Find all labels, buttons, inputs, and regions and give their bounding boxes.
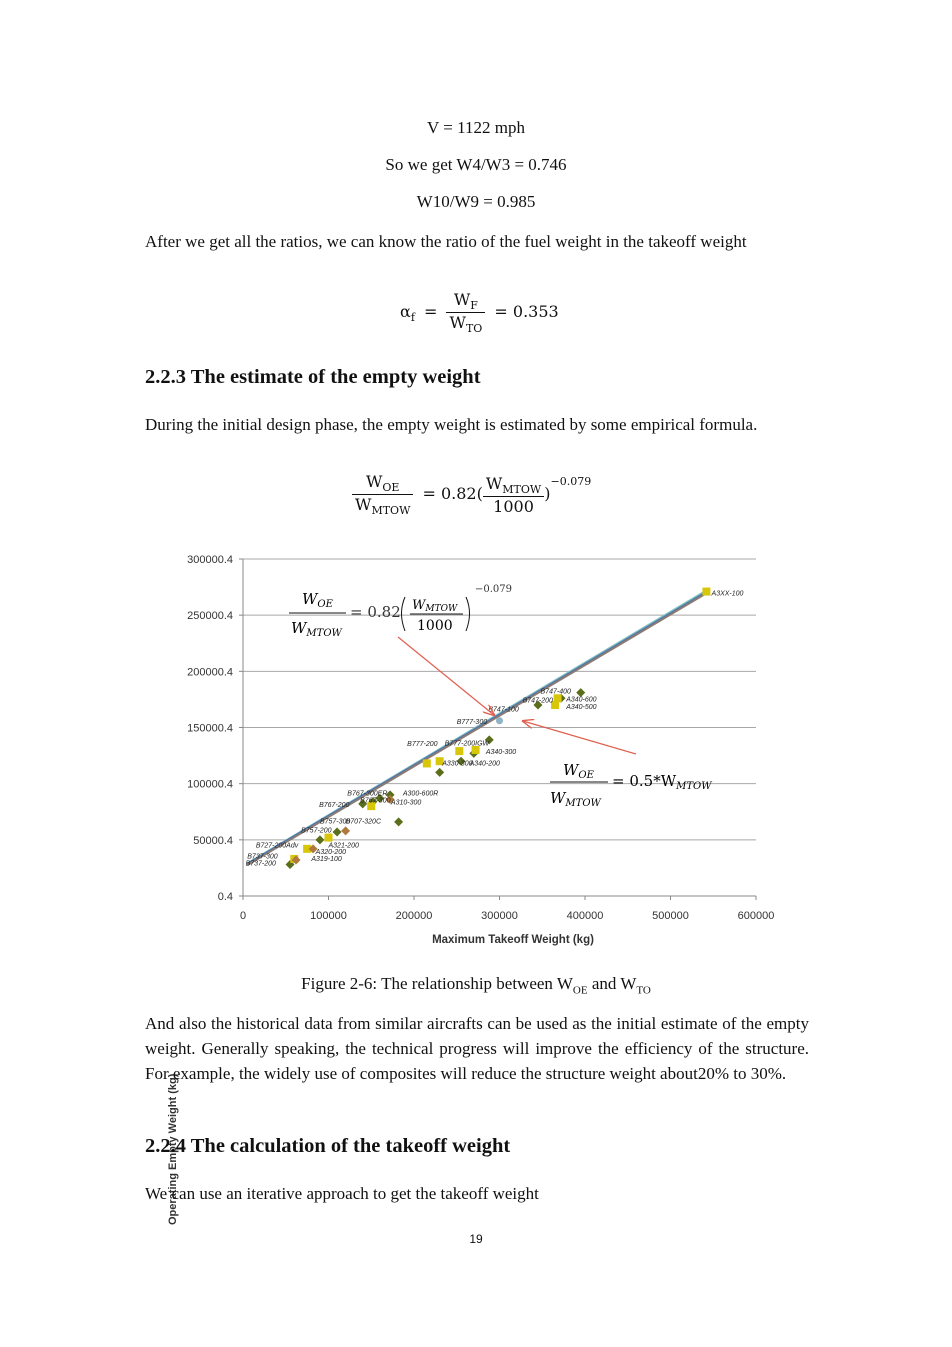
point-label: B737-300 (247, 853, 278, 861)
x-tick-label: 100000 (310, 910, 347, 922)
y-tick-label: 50000.4 (193, 834, 233, 847)
point-label: B777-300 (456, 718, 488, 726)
svg-text:−0.079: −0.079 (475, 584, 513, 595)
x-tick-label: 200000 (395, 910, 433, 922)
data-point-diamond (435, 768, 444, 777)
x-tick-label: 500000 (652, 910, 689, 922)
point-label: A321-200 (328, 842, 359, 850)
paragraph-ratios: After we get all the ratios, we can know the ratio of the fuel weight in the takeoff weight (145, 232, 747, 251)
empty-weight-inner-fraction: $\frac{W_{MTOW}}{1000}$ (483, 474, 544, 516)
y-tick-label: 150000.4 (187, 722, 233, 735)
annotation-equation-1 (289, 584, 512, 639)
data-point-circle (496, 717, 503, 724)
point-label: A340-600 (566, 696, 597, 704)
point-label: A340-500 (566, 704, 597, 712)
fuel-fraction-lhs: $\alpha_f$ (400, 302, 415, 325)
point-label: A310-300 (390, 799, 422, 807)
w4-w3-ratio-line: So we get W4/W3 = 0.746 (385, 155, 567, 174)
data-point-square (554, 694, 562, 702)
point-label: A300-600R (402, 790, 439, 798)
point-label: B747-400 (540, 688, 571, 696)
svg-text:= 0.82: = 0.82 (350, 603, 401, 621)
data-point-square (455, 747, 463, 755)
speed-line: V = 1122 mph (427, 118, 525, 137)
svg-text:1000: 1000 (417, 618, 453, 634)
y-tick-label: 300000.4 (187, 554, 233, 566)
point-label: B777-200 (407, 741, 438, 749)
point-label: A319-100 (311, 855, 342, 863)
svg-text:= 0.5*WMTOW: = $0.5*W_{MTOW}$ (612, 772, 712, 792)
y-tick-label: 250000.4 (187, 610, 233, 623)
figure-caption: Figure 2-6: The relationship between $W_{OE}$ and $W_{TO}$ (301, 974, 651, 997)
x-tick-label: 0 (239, 910, 247, 922)
y-tick-label: 100000.4 (187, 778, 233, 791)
y-tick-label: 0.4 (217, 891, 233, 903)
y-axis-label: Operating Empty Weight (kg) (167, 1073, 179, 1225)
annotation-equation-2 (550, 761, 712, 809)
paragraph-empty-weight: During the initial design phase, the empty weight is estimated by some empirical formula. (145, 415, 758, 434)
point-label: B767-200 (319, 801, 350, 809)
y-axis-ticks (187, 554, 243, 903)
point-label: B737-200 (245, 860, 276, 868)
empty-weight-ratio-fraction: $\frac{W_{OE}}{W_{MTOW}}$ (352, 472, 413, 517)
point-label: B767-300 (360, 797, 391, 805)
point-label: B747-100 (488, 706, 519, 714)
empty-weight-exponent: −0.079 (550, 474, 592, 488)
x-axis-ticks (240, 896, 774, 922)
svg-text:WMTOW: $W_{MTOW}$ (550, 789, 601, 809)
page-number: 19 (469, 1232, 483, 1246)
point-label: B777-200IGW (444, 740, 490, 748)
data-point-diamond (333, 827, 342, 836)
data-points (286, 588, 711, 869)
x-tick-label: 300000 (481, 910, 518, 922)
data-point-square (325, 834, 333, 842)
data-point-diamond (341, 826, 350, 835)
point-label: B757-300 (319, 818, 351, 826)
data-point-square (702, 588, 710, 596)
point-label: A340-200 (469, 760, 500, 768)
point-label: A320-200 (315, 849, 347, 857)
svg-text:WMTOW: $W_{MTOW}$ (291, 619, 342, 639)
point-label: B767-300ER (347, 790, 388, 798)
paragraph-historical-data: And also the historical data from similar aircrafts can be used as the initial estimate of the empty weight. Generally speaking, the technical progress will improve the efficiency of the structure. For example, the widely use of composites will reduce the structure weight about20% to 30%. (145, 1014, 809, 1083)
svg-text:WMTOW: WMTOW (412, 598, 458, 614)
point-label: A340-300 (485, 749, 517, 757)
paragraph-iterative: We can use an iterative approach to get the takeoff weight (145, 1184, 539, 1203)
section-heading-2-2-4: 2.2.4 The calculation of the takeoff weight (145, 1135, 511, 1157)
y-tick-label: 200000.4 (187, 666, 233, 679)
empty-weight-formula: $\frac{W_{OE}}{W_{MTOW}}$ = 0.82( $\frac{W_{MTOW}}{1000}$ )$^{-0.079}$ (352, 472, 591, 517)
point-label: B747-200 (522, 697, 553, 705)
x-tick-label: 600000 (737, 910, 775, 922)
svg-text:WOE: $W_{OE}$ (563, 761, 594, 781)
svg-text:WOE: $W_{OE}$ (302, 590, 333, 610)
section-heading-2-2-3: 2.2.3 The estimate of the empty weight (145, 366, 481, 388)
x-axis-label: Maximum Takeoff Weight (kg) (432, 934, 594, 946)
data-point-diamond (315, 835, 324, 844)
x-tick-label: 400000 (566, 910, 604, 922)
point-label: B707-320C (345, 818, 382, 826)
point-label: B727-200Adv (255, 842, 299, 850)
w10-w9-ratio-line: W10/W9 = 0.985 (416, 192, 536, 211)
point-label: A330-300 (442, 760, 473, 768)
fuel-fraction-formula: $\alpha_f$ = $\frac{W_F}{W_{TO}}$ = 0.353 (400, 290, 559, 336)
fuel-fraction-value: = 0.353 (494, 302, 559, 322)
point-label: B757-200 (301, 827, 332, 835)
data-point-diamond (394, 817, 403, 826)
fuel-fraction-fraction: $\frac{W_F}{W_{TO}}$ (446, 290, 485, 335)
point-label: A3XX-100 (711, 590, 744, 598)
data-point-square (423, 759, 431, 767)
